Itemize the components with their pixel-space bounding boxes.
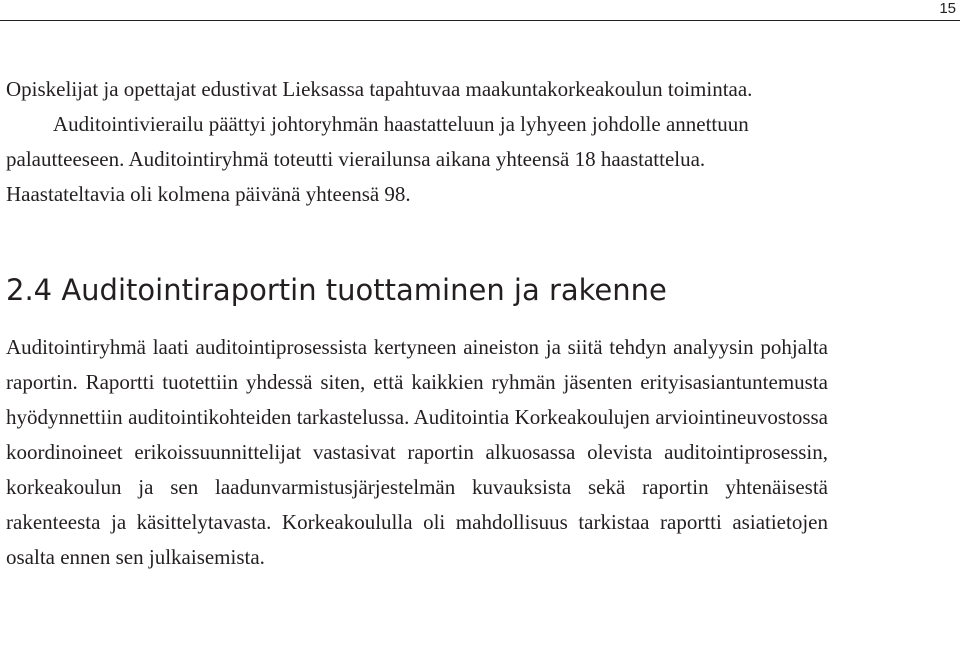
- section-body-paragraph: Auditointiryhmä laati auditointiprosessista kertyneen aineiston ja siitä tehdyn analyysin pohjalta raportin. Raportti tuotettiin yhdessä siten, että kaikkien ryhmän jäsenten erityisasiantuntemusta hyödynnettiin auditointikohteiden tarkastelussa. Auditointia Korkeakoulujen arviointineuvostossa koordinoineet erikoissuunnittelijat vastasivat raportin alkuosassa olevista auditointiprosessin, korkeakoulun ja sen laadunvarmistusjärjestelmän kuvauksista sekä raportin yhtenäisestä rakenteesta ja käsittelytavasta. Korkeakoululla oli mahdollisuus tarkistaa raportti asiatietojen osalta ennen sen julkaisemista.: [6, 335, 828, 569]
- section-heading: 2.4 Auditointiraportin tuottaminen ja rakenne: [6, 273, 667, 307]
- page-number: 15: [939, 0, 956, 17]
- document-body: [6, 72, 828, 575]
- paragraph-intro-1: Opiskelijat ja opettajat edustivat Lieksassa tapahtuvaa maakuntakorkeakoulun toimintaa.: [6, 77, 753, 101]
- header-rule: [0, 20, 960, 21]
- paragraph-intro-2: Auditointivierailu päättyi johtoryhmän haastatteluun ja lyhyeen johdolle annettuun palautteeseen. Auditointiryhmä toteutti vierailunsa aikana yhteensä 18 haastattelua. Haastateltavia oli kolmena päivänä yhteensä 98.: [6, 112, 749, 206]
